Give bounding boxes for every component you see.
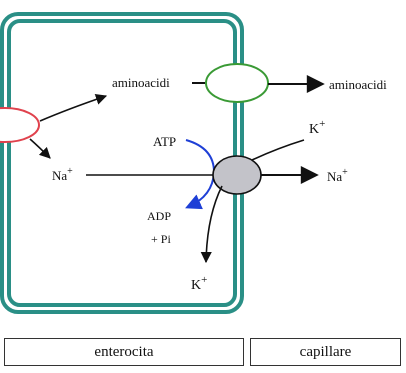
amino-acid-transporter (206, 64, 268, 102)
atp-arrow (186, 140, 214, 207)
na-cotransporter (0, 108, 39, 142)
label-na-inside: Na+ (52, 166, 73, 183)
k-arrow-bottom (206, 186, 222, 262)
na-arrow-in (30, 139, 50, 158)
k-arrow-top (252, 140, 304, 160)
capillare-label: capillare (250, 338, 401, 366)
label-aminoacidi-inside: aminoacidi (112, 75, 170, 90)
label-adp: ADP (147, 209, 172, 223)
cell-wall-inner (9, 21, 235, 305)
label-atp: ATP (153, 134, 177, 149)
label-k-top: K+ (309, 118, 326, 137)
label-pi: + Pi (151, 232, 171, 246)
aa-arrow-in (40, 96, 106, 121)
label-na-outside: Na+ (327, 167, 348, 184)
label-aminoacidi-outside: aminoacidi (329, 77, 387, 92)
label-k-bottom: K+ (191, 274, 208, 293)
enterocita-label: enterocita (4, 338, 244, 366)
cell-wall-outer (2, 14, 242, 312)
